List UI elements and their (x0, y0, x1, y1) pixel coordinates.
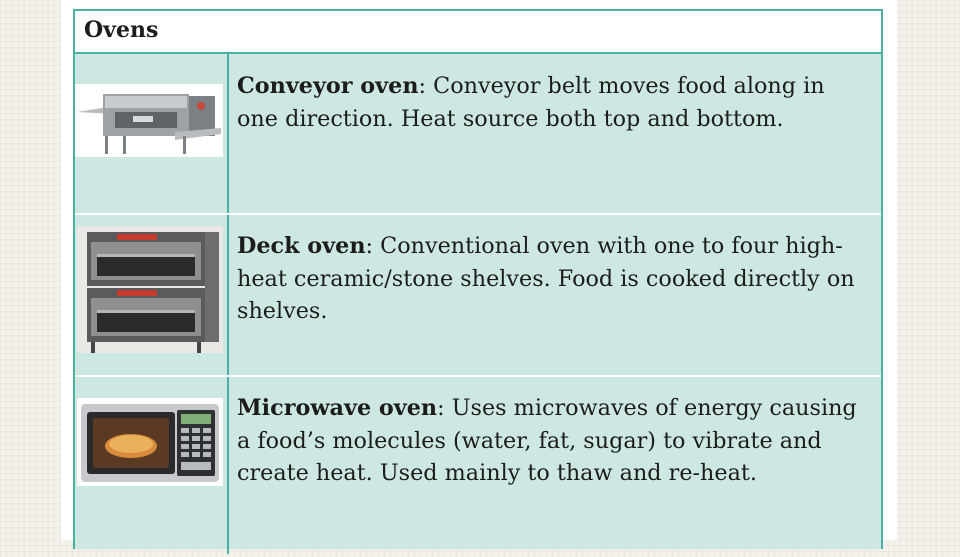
deck-oven-image (77, 226, 223, 353)
microwave-oven-term: Microwave oven (237, 395, 438, 421)
term-separator: : (365, 233, 374, 259)
table-title: Ovens (84, 17, 159, 43)
microwave-oven-image (77, 398, 223, 486)
conveyor-oven-description (237, 70, 867, 135)
table-row (75, 215, 881, 375)
deck-oven-term: Deck oven (237, 233, 366, 259)
conveyor-oven-term: Conveyor oven (237, 73, 419, 99)
term-separator: : (437, 395, 445, 421)
term-separator: : (418, 73, 427, 99)
table-row (75, 54, 881, 213)
microwave-oven-desc: Uses microwaves of energy causing a food’s molecules (water, fat, sugar) to vibrate and create heat. Used mainly to thaw and re-heat. (237, 395, 857, 486)
conveyor-oven-image (75, 84, 223, 157)
deck-oven-description (237, 230, 867, 328)
conveyor-oven-desc: Conveyor belt moves food along in one direction. Heat source both top and bottom. (237, 73, 825, 132)
table-row (75, 377, 881, 557)
microwave-oven-description (237, 392, 867, 490)
table-header (75, 11, 881, 54)
deck-oven-desc: Conventional oven with one to four high-heat ceramic/stone shelves. Food is cooked directly on shelves. (237, 233, 855, 324)
ovens-table (73, 9, 883, 549)
